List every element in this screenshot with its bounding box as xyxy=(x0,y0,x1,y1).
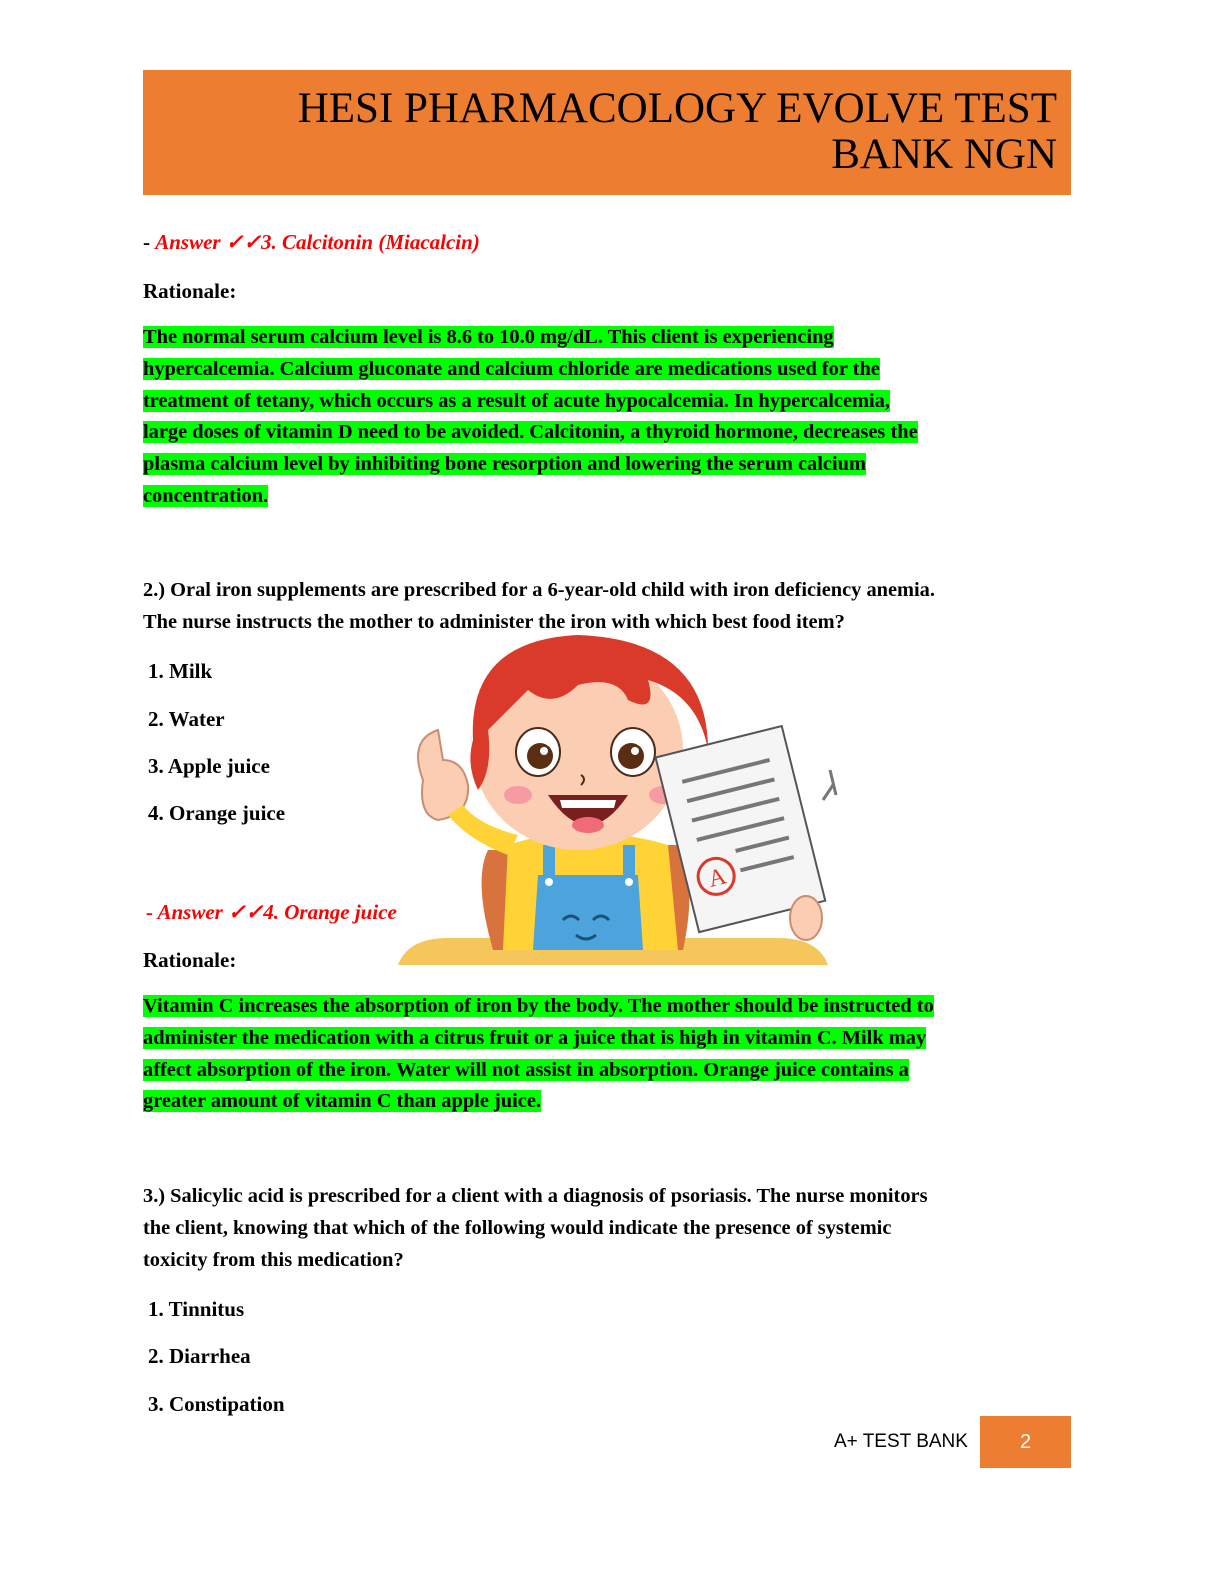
q2-question-line: 2.) Oral iron supplements are prescribed for a 6-year-old child with iron deficiency anemia. xyxy=(143,579,935,601)
q1-answer-text: Answer ✓✓3. Calcitonin (Miacalcin) xyxy=(155,230,480,254)
q1-rationale-line: hypercalcemia. Calcium gluconate and calcium chloride are medications used for the xyxy=(143,357,880,380)
q1-rationale-line: The normal serum calcium level is 8.6 to 10.0 mg/dL. This client is experiencing xyxy=(143,326,834,348)
grade-mark: A xyxy=(705,863,729,893)
q3-question-line: the client, knowing that which of the following would indicate the presence of systemic xyxy=(143,1216,892,1239)
q3-question-line: 3.) Salicylic acid is prescribed for a client with a diagnosis of psoriasis. The nurse monitors xyxy=(143,1185,928,1207)
header-title-line2: BANK NGN xyxy=(831,131,1057,178)
q2-option-1: 1. Milk xyxy=(148,659,213,683)
q1-rationale-line: concentration. xyxy=(143,484,269,507)
header-title-line1: HESI PHARMACOLOGY EVOLVE TEST xyxy=(297,85,1057,132)
q1-answer xyxy=(143,230,480,254)
q1-rationale-label: Rationale: xyxy=(143,279,237,303)
footer-label: A+ TEST BANK xyxy=(834,1431,968,1452)
q2-question-line: The nurse instructs the mother to administer the iron with which best food item? xyxy=(143,610,845,633)
q2-rationale-line: Vitamin C increases the absorption of iron by the body. The mother should be instructed to xyxy=(143,995,934,1017)
q2-rationale xyxy=(143,991,1073,1118)
q2-rationale-label: Rationale: xyxy=(143,948,237,972)
q2-rationale-line: affect absorption of the iron. Water will not assist in absorption. Orange juice contains a xyxy=(143,1058,909,1081)
q1-rationale-line: treatment of tetany, which occurs as a result of acute hypocalcemia. In hypercalcemia, xyxy=(143,389,890,412)
q2-rationale-line: administer the medication with a citrus fruit or a juice that is high in vitamin C. Milk may xyxy=(143,1026,927,1049)
q1-rationale-line: large doses of vitamin D need to be avoided. Calcitonin, a thyroid hormone, decreases the xyxy=(143,421,918,444)
q2-question xyxy=(143,575,1073,639)
q1-rationale-line: plasma calcium level by inhibiting bone resorption and lowering the serum calcium xyxy=(143,453,866,476)
q3-question-line: toxicity from this medication? xyxy=(143,1248,404,1271)
q2-option-4: 4. Orange juice xyxy=(148,801,286,825)
q3-option-3: 3. Constipation xyxy=(148,1392,285,1416)
q3-option-1: 1. Tinnitus xyxy=(148,1297,245,1321)
q2-answer: - Answer ✓✓4. Orange juice xyxy=(146,900,397,924)
q1-rationale xyxy=(143,322,1073,513)
page-number: 2 xyxy=(980,1416,1071,1468)
q1-answer-prefix: - xyxy=(143,230,156,254)
q2-rationale-line: greater amount of vitamin C than apple juice. xyxy=(143,1090,541,1113)
q2-option-3: 3. Apple juice xyxy=(148,754,270,778)
q3-option-2: 2. Diarrhea xyxy=(148,1344,251,1368)
q2-option-2: 2. Water xyxy=(148,707,225,731)
q3-question xyxy=(143,1181,1073,1276)
child-illustration xyxy=(378,620,838,990)
page-header xyxy=(143,70,1071,195)
